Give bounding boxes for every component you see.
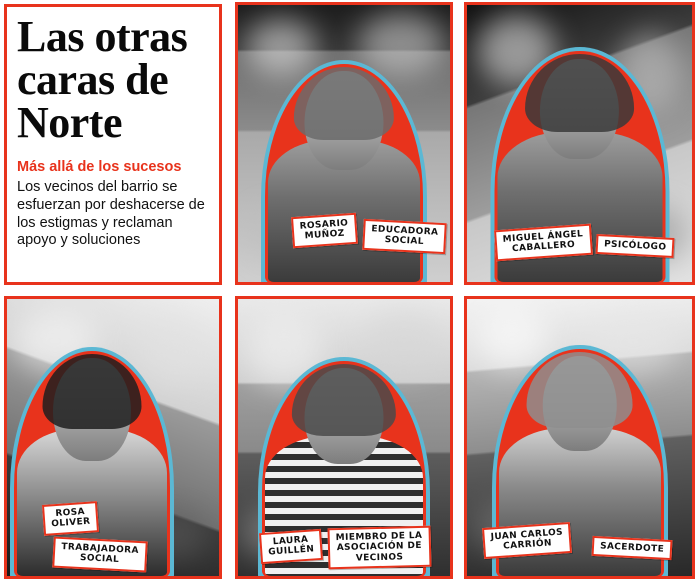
headline-panel	[4, 4, 222, 285]
page-title: Las otras caras de Norte	[17, 12, 188, 148]
portrait-cell-rosa-oliver	[4, 296, 222, 579]
name-tag: LAURA GUILLÉN	[259, 529, 323, 564]
portrait-photo	[7, 299, 219, 576]
portrait-photo	[238, 299, 450, 576]
portrait-cell-laura-guillen	[235, 296, 453, 579]
portrait-cell-juan-carlos-carrion	[464, 296, 695, 579]
role-tag: TRABAJADORA SOCIAL	[52, 537, 147, 573]
portrait-photo	[238, 5, 450, 282]
name-tag: JUAN CARLOS CARRIÓN	[482, 522, 572, 559]
standfirst-text: Los vecinos del barrio se esfuerzan por deshacerse de los estigmas y reclaman apoyo y soluciones	[17, 179, 205, 249]
role-tag: SACERDOTE	[591, 536, 672, 561]
headline-block	[7, 7, 219, 250]
name-tag: MIGUEL ÁNGEL CABALLERO	[494, 224, 592, 261]
role-tag: PSICÓLOGO	[595, 234, 674, 258]
name-tag: ROSA OLIVER	[42, 501, 99, 535]
photo-texture	[358, 13, 444, 75]
role-tag: EDUCADORA SOCIAL	[362, 219, 447, 254]
role-tag: MIEMBRO DE LA ASOCIACIÓN DE VECINOS	[327, 526, 431, 570]
kicker-text: Más allá de los sucesos	[17, 159, 182, 176]
portrait-photo	[467, 299, 692, 576]
name-tag: ROSARIO MUÑOZ	[291, 213, 358, 248]
portrait-cell-rosario-munoz	[235, 2, 453, 285]
portrait-cell-miguel-angel-caballero	[464, 2, 695, 285]
portrait-photo	[467, 5, 692, 282]
